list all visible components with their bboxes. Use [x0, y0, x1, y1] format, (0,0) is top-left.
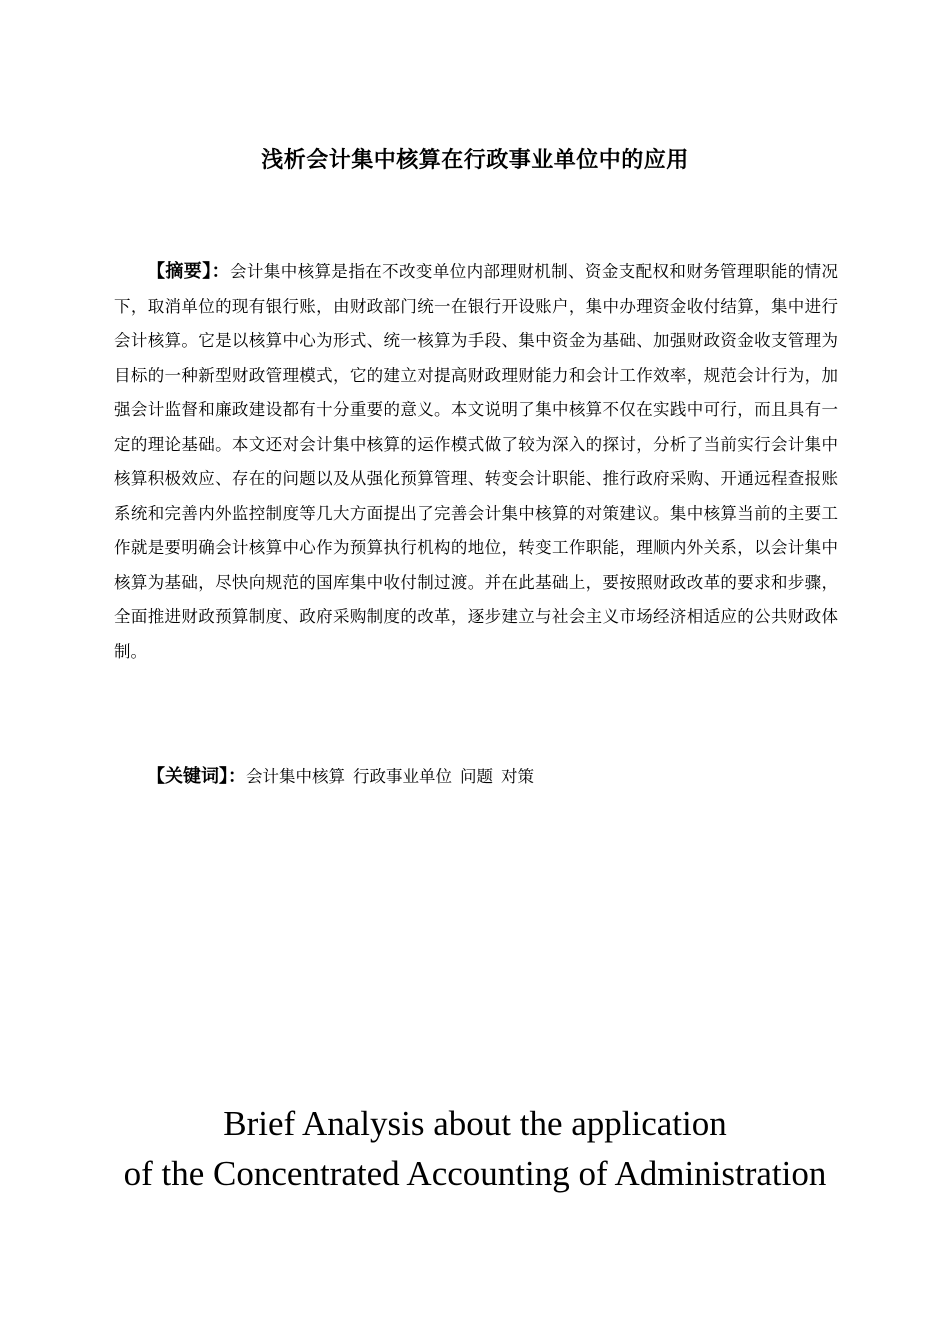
english-title: [0, 1099, 950, 1199]
keyword-item: 对策: [501, 767, 534, 786]
keywords-label: 【关键词】: [147, 766, 228, 787]
keyword-item: 问题: [460, 767, 493, 786]
abstract-colon: ：: [211, 261, 231, 282]
abstract-paragraph: [114, 255, 838, 669]
english-title-line-2: of the Concentrated Accounting of Administration: [123, 1154, 827, 1193]
keywords-line: [114, 760, 838, 794]
chinese-title: 浅析会计集中核算在行政事业单位中的应用: [261, 148, 689, 173]
keyword-item: 会计集中核算: [246, 767, 345, 786]
abstract-text: 会计集中核算是指在不改变单位内部理财机制、资金支配权和财务管理职能的情况下，取消单位的现有银行账，由财政部门统一在银行开设账户，集中办理资金收付结算，集中进行会计核算。它是以核算中心为形式、统一核算为手段、集中资金为基础、加强财政资金收支管理为目标的一种新型财政管理模式，它的建立对提高财政理财能力和会计工作效率，规范会计行为，加强会计监督和廉政建设都有十分重要的意义。本文说明了集中核算不仅在实践中可行，而且具有一定的理论基础。本文还对会计集中核算的运作模式做了较为深入的探讨，分析了当前实行会计集中核算积极效应、存在的问题以及从强化预算管理、转变会计职能、推行政府采购、开通远程查报账系统和完善内外监控制度等几大方面提出了完善会计集中核算的对策建议。集中核算当前的主要工作就是要明确会计核算中心作为预算执行机构的地位，转变工作职能，理顺内外关系，以会计集中核算为基础，尽快向规范的国库集中收付制过渡。并在此基础上，要按照财政改革的要求和步骤，全面推进财政预算制度、政府采购制度的改革，逐步建立与社会主义市场经济相适应的公共财政体制。: [114, 262, 839, 661]
abstract-label: 【摘要】: [147, 261, 212, 282]
english-title-line-1: Brief Analysis about the application: [223, 1104, 727, 1143]
keyword-item: 行政事业单位: [353, 767, 452, 786]
keywords-colon: ：: [228, 766, 246, 787]
